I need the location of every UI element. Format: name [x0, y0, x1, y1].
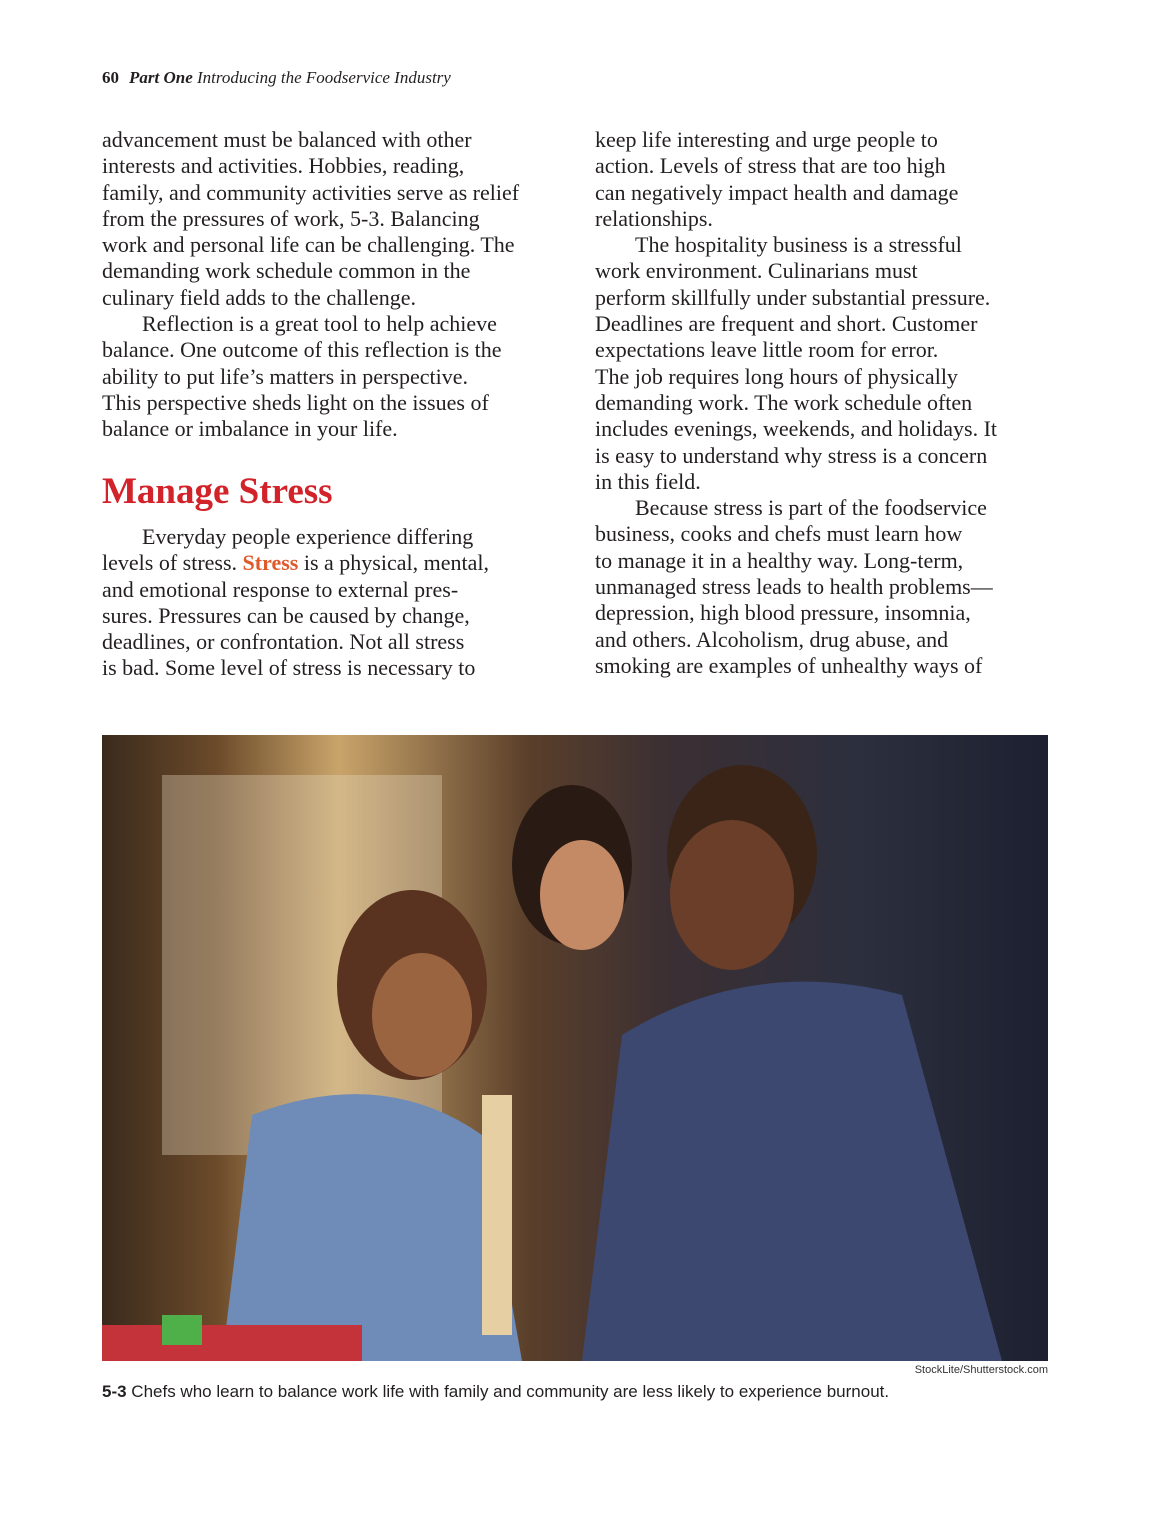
text-line: Everyday people experience differing	[142, 524, 474, 549]
figure-photo-family-playing-blocks	[102, 735, 1048, 1361]
text-line: business, cooks and chefs must learn how	[595, 521, 963, 547]
text-line: Deadlines are frequent and short. Customer	[595, 311, 978, 337]
left-column-bottom	[102, 524, 572, 682]
part-label: Part One	[129, 68, 193, 87]
text-line: Reflection is a great tool to help achieve	[142, 311, 497, 337]
text-line: Because stress is part of the foodservice	[635, 495, 987, 521]
text-line: work environment. Culinarians must	[595, 258, 918, 284]
photo-credit: StockLite/Shutterstock.com	[914, 1364, 1048, 1376]
photo-illustration	[102, 735, 1048, 1361]
text-line: unmanaged stress leads to health problems—	[595, 574, 993, 600]
figure-number: 5-3	[102, 1382, 127, 1401]
right-column	[595, 127, 1065, 679]
key-term: Stress	[242, 550, 299, 576]
text-line: can negatively impact health and damage	[595, 179, 959, 205]
text-line: smoking are examples of unhealthy ways of	[595, 652, 983, 678]
text-line: and others. Alcoholism, drug abuse, and	[595, 626, 949, 652]
page-number: 60	[102, 68, 119, 87]
text-line: work and personal life can be challenging. The	[102, 232, 515, 258]
text-line: is easy to understand why stress is a concern	[595, 442, 988, 468]
text-line: depression, high blood pressure, insomnia,	[595, 600, 971, 626]
text-line: relationships.	[595, 205, 713, 231]
text-line: advancement must be balanced with other	[102, 127, 472, 152]
text-line: is bad. Some level of stress is necessary to	[102, 655, 476, 681]
text-line: interests and activities. Hobbies, reading,	[102, 153, 465, 179]
text-line: in this field.	[595, 468, 701, 494]
text-line: sures. Pressures can be caused by change,	[102, 602, 470, 628]
text-line: The job requires long hours of physically	[595, 363, 958, 389]
text-line: deadlines, or confrontation. Not all stress	[102, 629, 465, 655]
figure-caption: 5-3 Chefs who learn to balance work life with family and community are less likely to experience burnout.	[102, 1382, 890, 1401]
text-line: to manage it in a healthy way. Long-term,	[595, 547, 964, 573]
text-line: This perspective sheds light on the issues of	[102, 389, 489, 415]
text-line: demanding work. The work schedule often	[595, 389, 973, 415]
running-header	[102, 68, 451, 88]
text-line: perform skillfully under substantial pressure.	[595, 284, 991, 310]
text-line: ability to put life’s matters in perspective.	[102, 363, 468, 389]
part-title: Introducing the Foodservice Industry	[197, 68, 451, 87]
text-line: family, and community activities serve as relief	[102, 179, 520, 205]
text-line: from the pressures of work, 5-3. Balancing	[102, 205, 480, 231]
text-line: levels of stress. Stress is a physical, mental,	[102, 550, 489, 576]
text-line: balance. One outcome of this reflection is the	[102, 337, 502, 363]
left-column-top	[102, 127, 572, 443]
text-line: The hospitality business is a stressful	[635, 232, 962, 258]
text-line: includes evenings, weekends, and holidays. It	[595, 416, 998, 442]
text-line: demanding work schedule common in the	[102, 258, 471, 284]
text-line: balance or imbalance in your life.	[102, 416, 398, 442]
text-line: culinary field adds to the challenge.	[102, 284, 416, 310]
text-line: expectations leave little room for error.	[595, 337, 939, 363]
text-line: and emotional response to external pres-	[102, 576, 459, 602]
text-line: action. Levels of stress that are too high	[595, 153, 946, 179]
section-heading: Manage Stress	[102, 471, 333, 512]
text-line: keep life interesting and urge people to	[595, 127, 938, 152]
